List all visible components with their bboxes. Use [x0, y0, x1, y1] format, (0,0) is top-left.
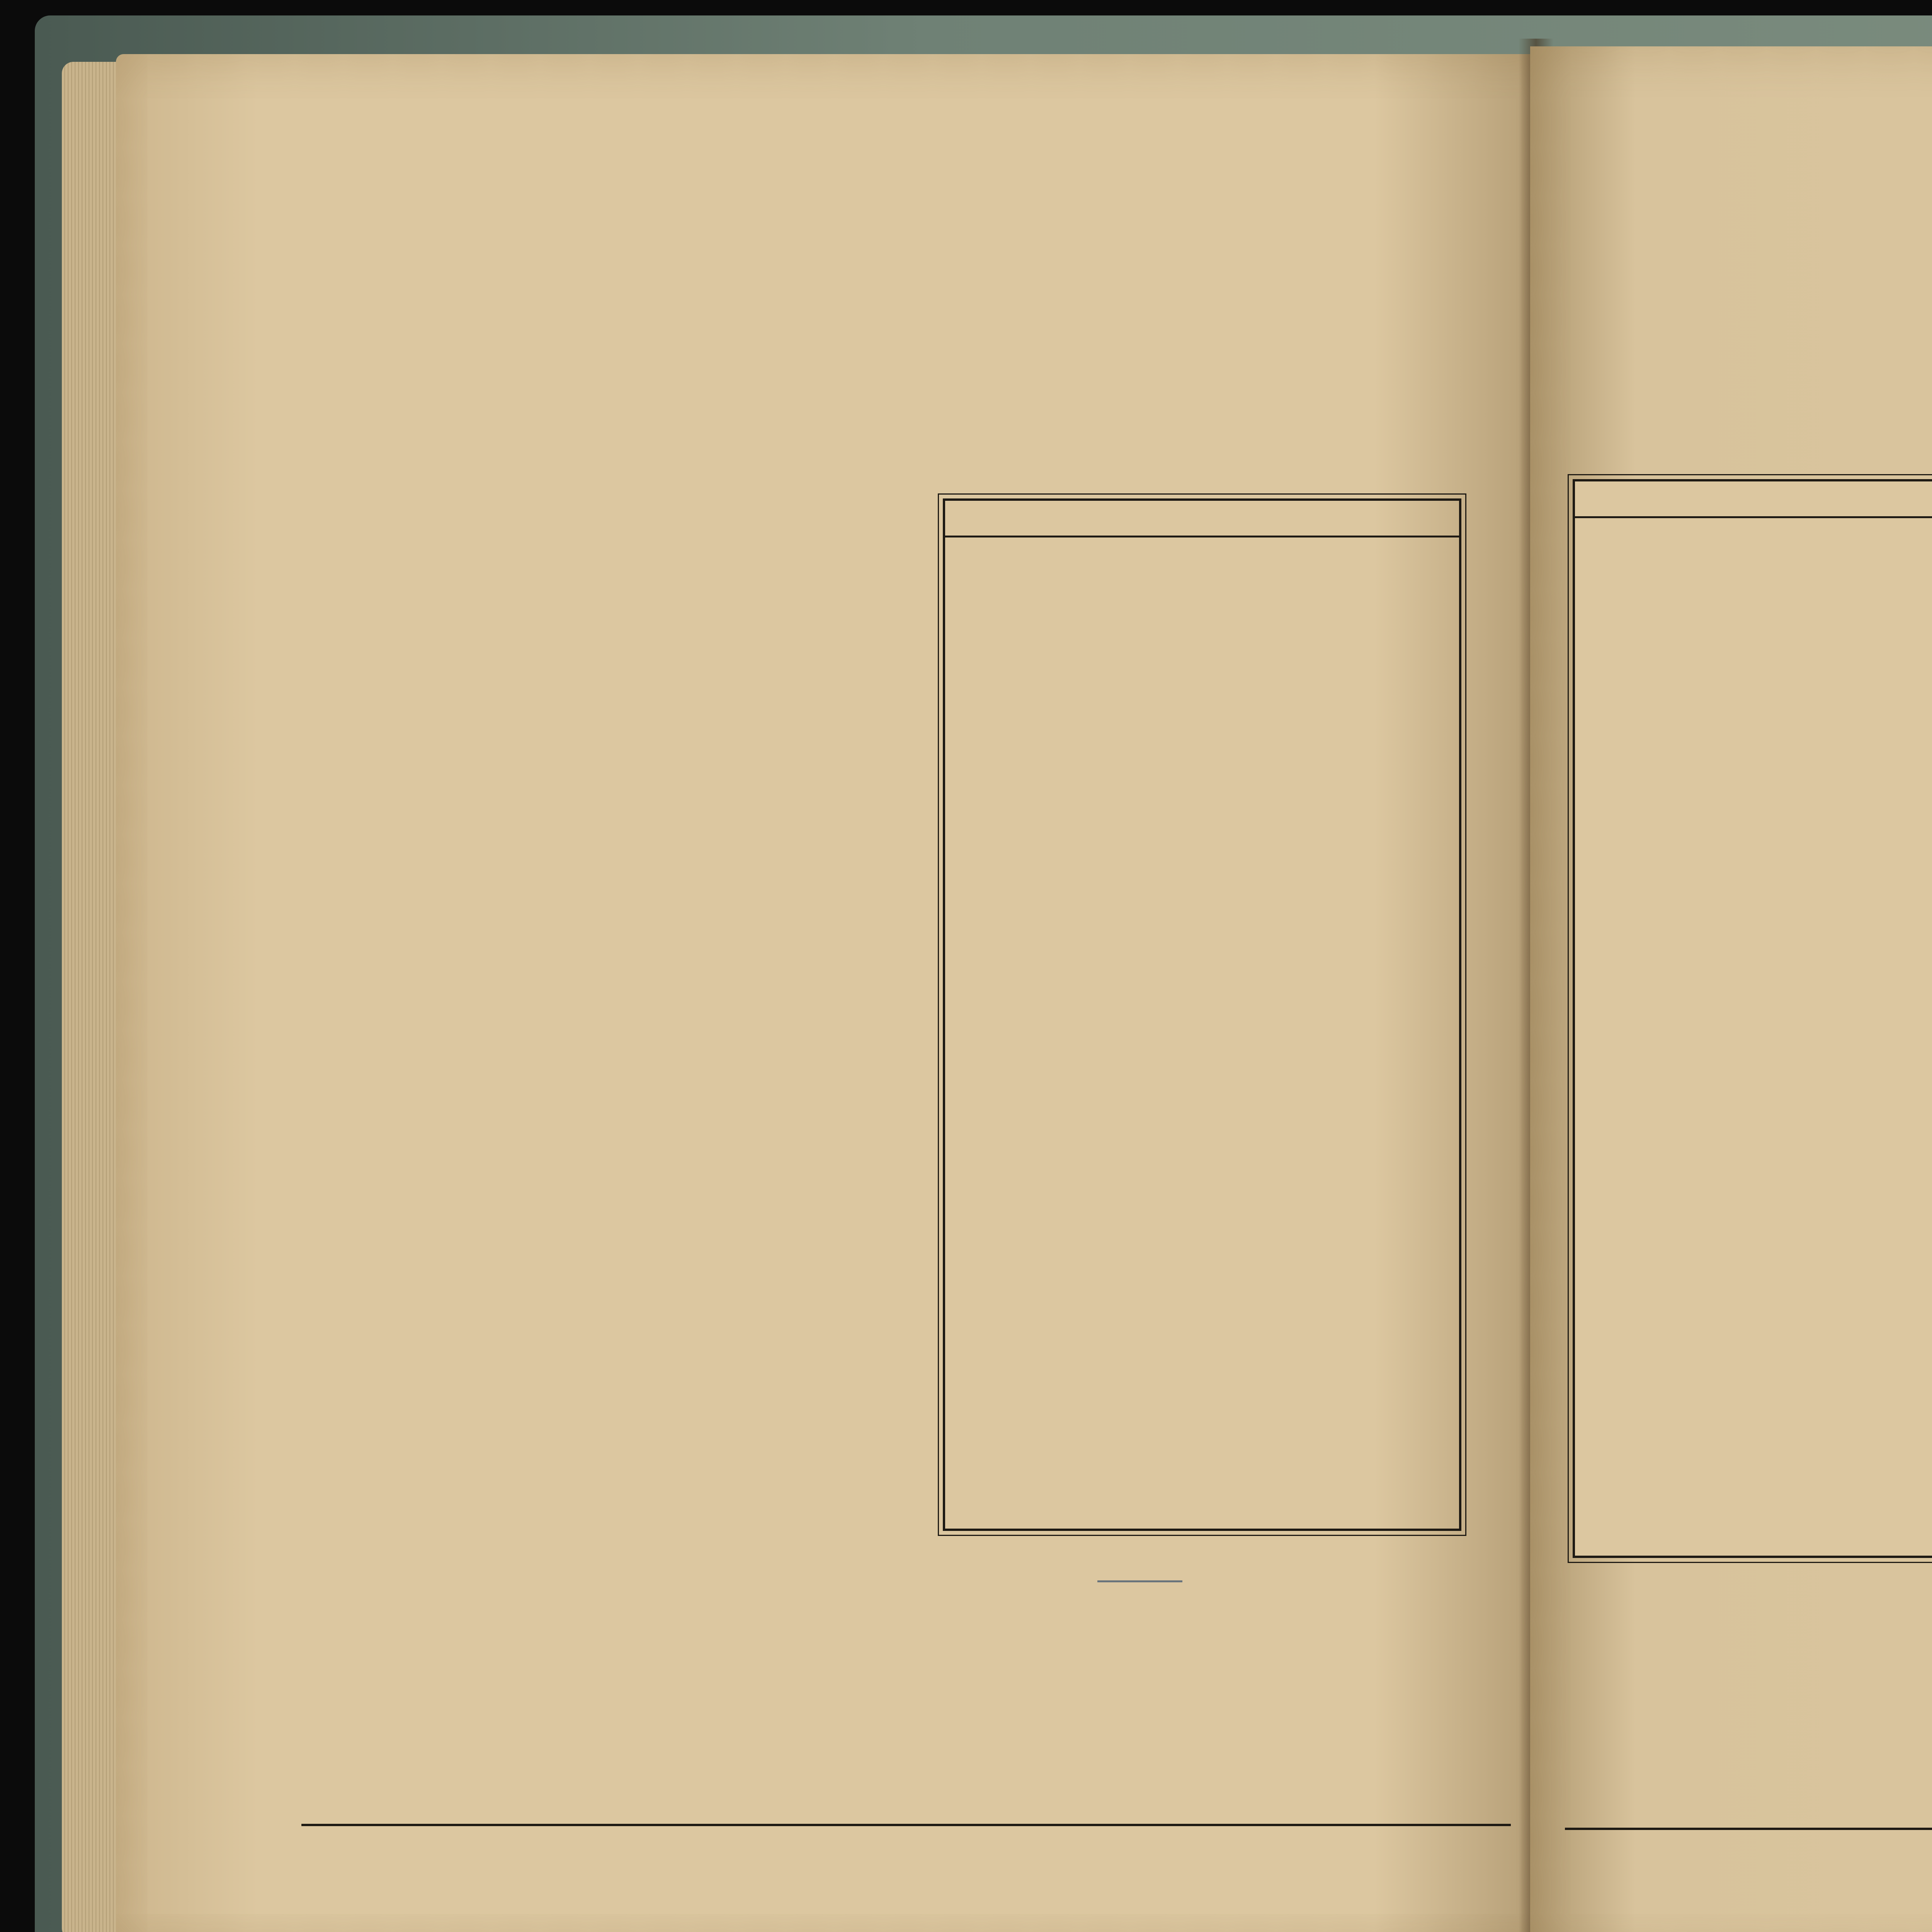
- left-page-edges: [62, 62, 124, 1932]
- left-commentary-side: [317, 553, 920, 1036]
- right-frame-header: [1575, 481, 1932, 518]
- left-verses: [961, 547, 1444, 1517]
- right-verse-frame: [1573, 479, 1932, 1558]
- right-bottom-rule: [1565, 1828, 1932, 1830]
- left-commentary-top: [317, 112, 1499, 553]
- right-page: [1530, 46, 1932, 1932]
- left-page: [116, 54, 1546, 1932]
- pencil-fraction-bar: [1097, 1580, 1182, 1582]
- right-verses: [1590, 528, 1932, 1544]
- left-verse-frame: [943, 498, 1461, 1531]
- left-frame-header: [945, 501, 1459, 537]
- left-bottom-rule: [301, 1824, 1511, 1826]
- pencil-shelfmark: [1097, 1577, 1182, 1586]
